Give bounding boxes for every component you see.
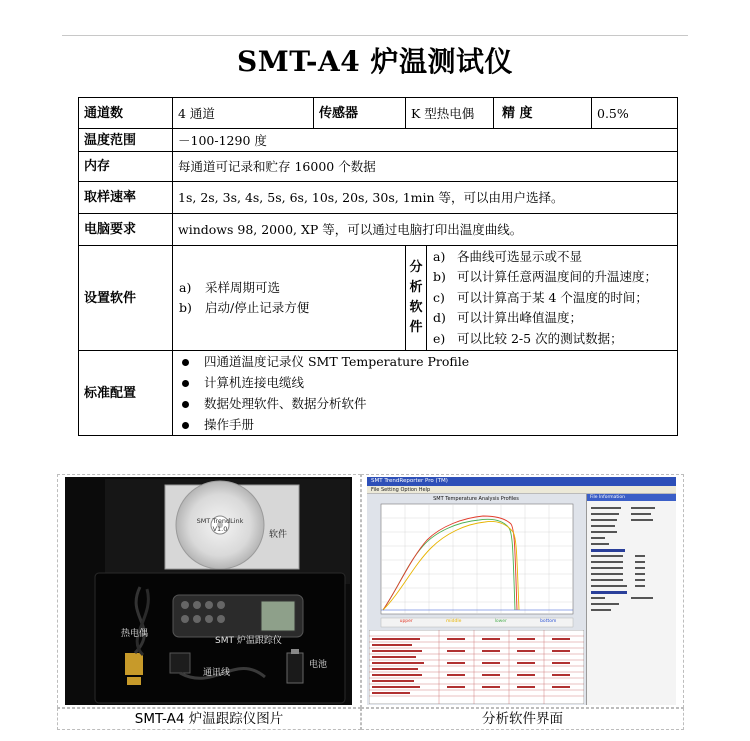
list-item: 四通道温度记录仪 SMT Temperature Profile bbox=[178, 351, 672, 372]
top-rule bbox=[62, 35, 688, 36]
chart-title: SMT Temperature Analysis Profiles bbox=[433, 496, 519, 502]
analysis-list bbox=[427, 246, 657, 350]
table-row bbox=[79, 129, 678, 152]
channels-value: 4 通道 bbox=[173, 98, 314, 129]
product-photo bbox=[65, 477, 352, 705]
battery-label: 电池 bbox=[309, 660, 328, 670]
device-label: SMT 炉温跟踪仪 bbox=[215, 636, 282, 646]
sensor-value: K 型热电偶 bbox=[406, 98, 494, 129]
chart-legend: upper middle lower bottom bbox=[399, 619, 557, 624]
screenshot-caption: 分析软件界面 bbox=[361, 708, 684, 730]
table-row bbox=[79, 351, 678, 436]
channels-label: 通道数 bbox=[79, 98, 173, 129]
bullet-icon bbox=[182, 359, 189, 366]
pc-label: 电脑要求 bbox=[79, 214, 173, 246]
list-item: b) 可以计算任意两温度间的升温速度； bbox=[433, 269, 658, 285]
info-panel-rows bbox=[587, 501, 676, 701]
list-item: 操作手册 bbox=[178, 414, 672, 435]
info-panel bbox=[586, 494, 676, 705]
list-item: 计算机连接电缆线 bbox=[178, 372, 672, 393]
list-item: e) 可以比较 2-5 次的测试数据； bbox=[433, 330, 623, 346]
list-item: a) 各曲线可选显示或不显 bbox=[433, 248, 583, 264]
cd-label: SMT TrendLink V1.0 bbox=[196, 517, 244, 533]
sampling-label: 取样速率 bbox=[79, 182, 173, 214]
pc-value: windows 98, 2000, XP 等，可以通过电脑打印出温度曲线。 bbox=[173, 214, 678, 246]
results-grid bbox=[369, 630, 584, 704]
spec-table bbox=[78, 97, 678, 436]
memory-value: 每通道可记录和贮存 16000 个数据 bbox=[173, 152, 678, 182]
accuracy-value: 0.5% bbox=[592, 98, 678, 129]
temp-range-label: 温度范围 bbox=[79, 129, 173, 152]
photo-caption: SMT-A4 炉温跟踪仪图片 bbox=[57, 708, 361, 730]
profile-chart bbox=[367, 494, 586, 634]
analysis-label: 分 析 软 件 bbox=[406, 246, 427, 350]
info-panel-title: File Information bbox=[587, 494, 676, 501]
thermocouple-label: 热电偶 bbox=[121, 629, 149, 639]
table-row bbox=[79, 182, 678, 214]
list-item: a) 采样周期可选 bbox=[179, 280, 281, 295]
list-item: c) 可以计算高于某 4 个温度的时间； bbox=[433, 289, 648, 305]
table-row bbox=[79, 214, 678, 246]
memory-label: 内存 bbox=[79, 152, 173, 182]
software-screenshot bbox=[367, 477, 676, 705]
window-titlebar: SMT TrendReporter Pro (TM) bbox=[367, 477, 676, 486]
temp-range-value: －100-1290 度 bbox=[173, 129, 678, 152]
cable-label: 通讯线 bbox=[203, 668, 231, 678]
accuracy-label: 精 度 bbox=[494, 98, 592, 129]
software-label: 软件 bbox=[269, 530, 288, 540]
bullet-icon bbox=[182, 380, 189, 387]
sensor-label: 传感器 bbox=[314, 98, 406, 129]
table-row bbox=[79, 246, 678, 351]
settings-label: 设置软件 bbox=[79, 246, 173, 351]
sampling-value: 1s, 2s, 3s, 4s, 5s, 6s, 10s, 20s, 30s, 1min 等，可以由用户选择。 bbox=[173, 182, 678, 214]
bullet-icon bbox=[182, 422, 189, 429]
standard-list bbox=[173, 351, 678, 436]
table-row bbox=[79, 98, 678, 129]
bullet-icon bbox=[182, 401, 189, 408]
table-row bbox=[79, 152, 678, 182]
list-item: b) 启动/停止记录方便 bbox=[179, 300, 310, 315]
menu-bar[interactable]: File Setting Option Help bbox=[367, 486, 676, 494]
settings-list bbox=[173, 246, 406, 351]
page-title: SMT-A4 炉温测试仪 bbox=[237, 45, 513, 78]
analysis-cell bbox=[406, 246, 678, 351]
standard-label: 标准配置 bbox=[79, 351, 173, 436]
list-item: 数据处理软件、数据分析软件 bbox=[178, 393, 672, 414]
list-item: d) 可以计算出峰值温度； bbox=[433, 310, 583, 326]
